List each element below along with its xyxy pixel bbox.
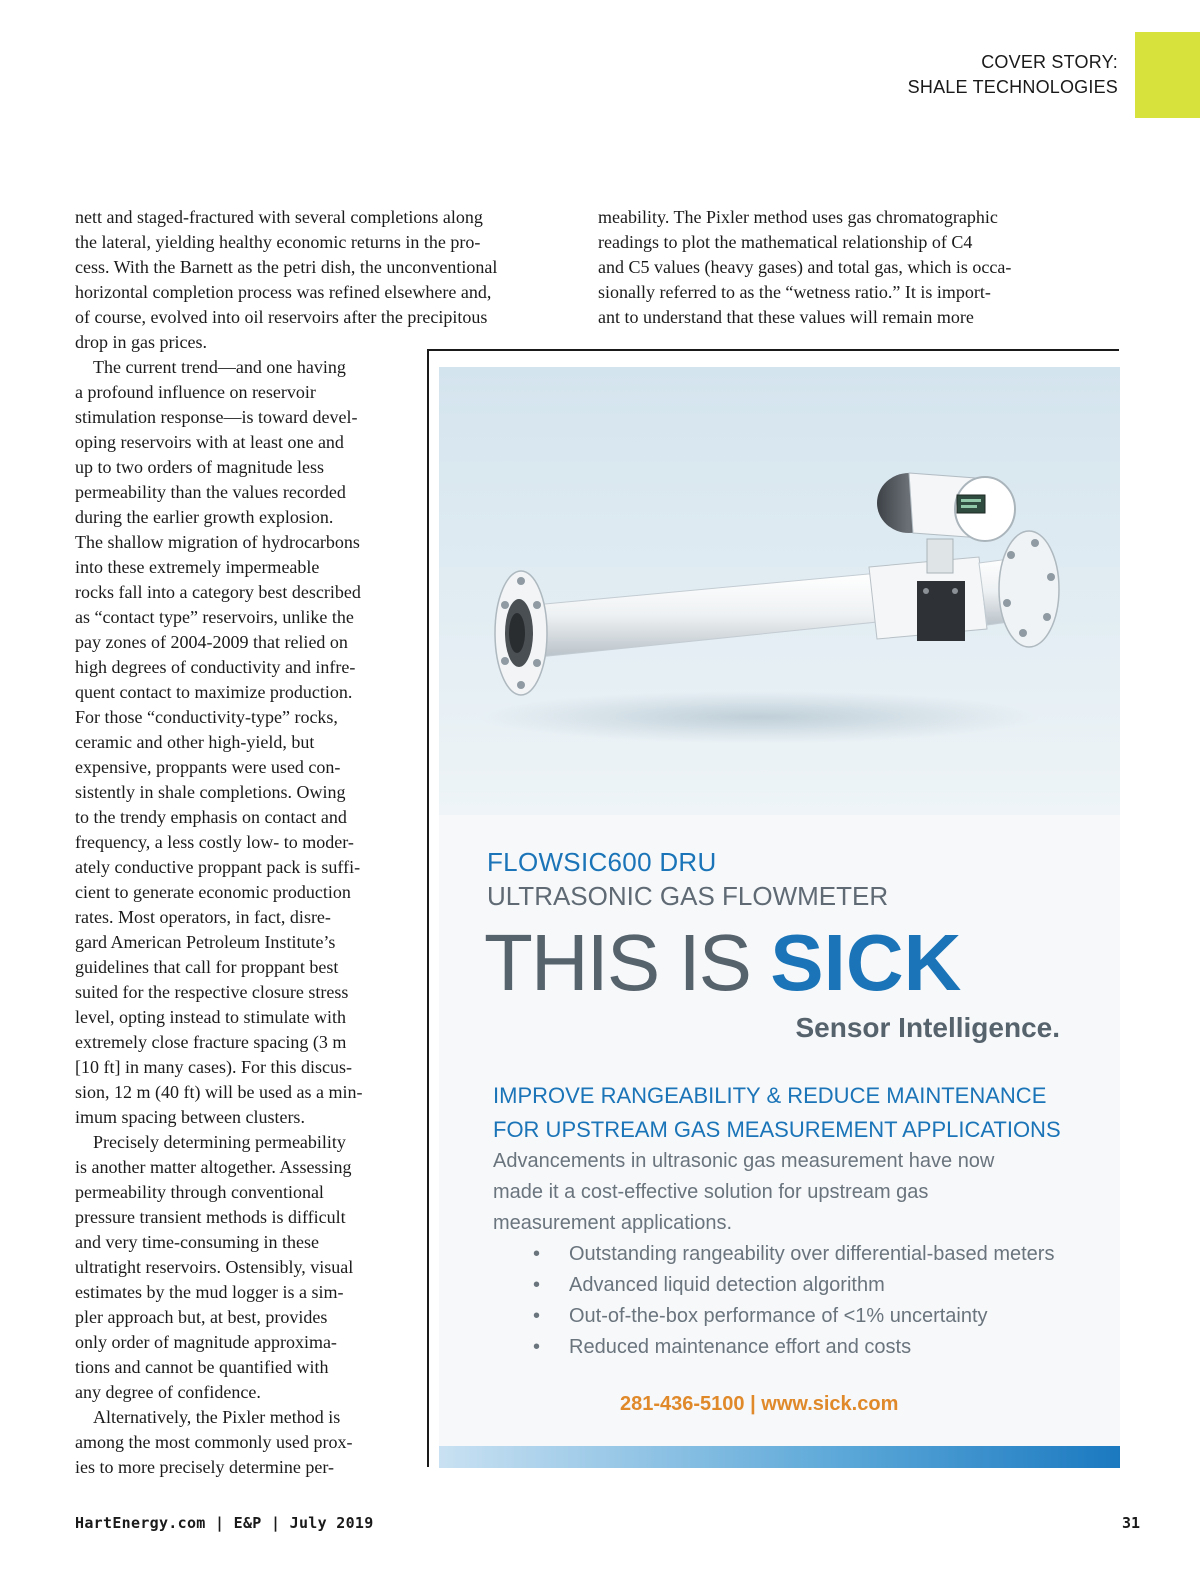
article-column-left-top [75, 205, 575, 355]
text-line: The current trend—and one having [93, 357, 346, 377]
feature-text: Reduced maintenance effort and costs [569, 1336, 912, 1358]
text-line: of course, evolved into oil reservoirs after the precipitous [75, 307, 488, 327]
text-line: sion, 12 m (40 ft) will be used as a min- [75, 1082, 363, 1102]
text-line: ceramic and other high-yield, but [75, 732, 315, 752]
text-line: the lateral, yielding healthy economic returns in the pro- [75, 232, 481, 252]
text-line: and C5 values (heavy gases) and total gas, which is occa- [598, 257, 1012, 277]
text-line: rocks fall into a category best described [75, 582, 361, 602]
ad-frame-top-rule [427, 349, 1119, 351]
article-column-right-top [598, 205, 1098, 330]
text-line: pler approach but, at best, provides [75, 1307, 328, 1327]
text-line: cient to generate economic production [75, 882, 351, 902]
page-number: 31 [1121, 1514, 1140, 1532]
text-line: into these extremely impermeable [75, 557, 320, 577]
slogan-prefix: THIS IS [484, 918, 771, 1007]
text-line: during the earlier growth explosion. [75, 507, 334, 527]
article-column-left-narrow [75, 355, 415, 1480]
text-line: nett and staged-fractured with several completions along [75, 207, 483, 227]
text-line: quent contact to maximize production. [75, 682, 353, 702]
brand-slogan [484, 915, 961, 1011]
text-line: is another matter altogether. Assessing [75, 1157, 352, 1177]
text-line: Alternatively, the Pixler method is [93, 1407, 341, 1427]
ad-intro-line: measurement applications. [493, 1212, 733, 1234]
feature-item [533, 1301, 1054, 1332]
bullet-icon: • [533, 1305, 541, 1327]
bullet-icon: • [533, 1336, 541, 1358]
feature-item [533, 1270, 1054, 1301]
text-line: sionally referred to as the “wetness ratio.” It is import- [598, 282, 991, 302]
text-line: any degree of confidence. [75, 1382, 261, 1402]
product-photo [439, 367, 1120, 815]
section-label-line1: COVER STORY: [981, 52, 1118, 72]
section-label-line2: SHALE TECHNOLOGIES [907, 77, 1118, 97]
product-type: ULTRASONIC GAS FLOWMETER [487, 881, 889, 911]
text-line: For those “conductivity-type” rocks, [75, 707, 338, 727]
footer-publication: HartEnergy.com | E&P | July 2019 [75, 1514, 374, 1532]
text-line: to the trendy emphasis on contact and [75, 807, 347, 827]
ad-intro-line: Advancements in ultrasonic gas measurement have now [493, 1150, 995, 1172]
text-line: pay zones of 2004-2009 that relied on [75, 632, 348, 652]
text-line: imum spacing between clusters. [75, 1107, 305, 1127]
text-line: stimulation response—is toward devel- [75, 407, 358, 427]
text-line: ant to understand that these values will remain more [598, 307, 974, 327]
text-line: high degrees of conductivity and infre- [75, 657, 356, 677]
ad-contact-link[interactable]: 281-436-5100 | www.sick.com [620, 1393, 899, 1415]
text-line: rates. Most operators, in fact, disre- [75, 907, 331, 927]
section-label [908, 50, 1118, 100]
text-line: drop in gas prices. [75, 332, 207, 352]
text-line: readings to plot the mathematical relationship of C4 [598, 232, 973, 252]
text-line: permeability through conventional [75, 1182, 324, 1202]
ad-headline-line1: IMPROVE RANGEABILITY & REDUCE MAINTENANCE [493, 1083, 1047, 1108]
text-line: guidelines that call for proppant best [75, 957, 339, 977]
ad-intro [493, 1146, 994, 1239]
advertisement[interactable] [439, 367, 1120, 1468]
text-line: oping reservoirs with at least one and [75, 432, 344, 452]
text-line: suited for the respective closure stress [75, 982, 349, 1002]
text-line: estimates by the mud logger is a sim- [75, 1282, 344, 1302]
ad-frame-left-rule [427, 349, 429, 1467]
bullet-icon: • [533, 1243, 541, 1265]
feature-item [533, 1239, 1054, 1270]
section-color-tab [1135, 32, 1200, 118]
text-line: level, opting instead to stimulate with [75, 1007, 346, 1027]
text-line: [10 ft] in many cases). For this discus- [75, 1057, 352, 1077]
text-line: tions and cannot be quantified with [75, 1357, 329, 1377]
ad-headline-line2: FOR UPSTREAM GAS MEASUREMENT APPLICATIONS [493, 1117, 1061, 1142]
text-line: among the most commonly used prox- [75, 1432, 353, 1452]
text-line: cess. With the Barnett as the petri dish, the unconventional [75, 257, 498, 277]
text-line: a profound influence on reservoir [75, 382, 316, 402]
feature-text: Advanced liquid detection algorithm [569, 1274, 885, 1296]
text-line: meability. The Pixler method uses gas chromatographic [598, 207, 998, 227]
brand-tagline: Sensor Intelligence. [795, 1012, 1060, 1043]
text-line: gard American Petroleum Institute’s [75, 932, 336, 952]
feature-text: Out-of-the-box performance of <1% uncertainty [569, 1305, 988, 1327]
text-line: ultratight reservoirs. Ostensibly, visual [75, 1257, 354, 1277]
product-name: FLOWSIC600 DRU [487, 847, 717, 877]
text-line: permeability than the values recorded [75, 482, 346, 502]
feature-text: Outstanding rangeability over differential-based meters [569, 1243, 1055, 1265]
ad-intro-line: made it a cost-effective solution for upstream gas [493, 1181, 929, 1203]
text-line: and very time-consuming in these [75, 1232, 319, 1252]
text-line: frequency, a less costly low- to moder- [75, 832, 354, 852]
ad-copy [439, 815, 1120, 1450]
ad-bottom-stripe [439, 1446, 1120, 1468]
text-line: Precisely determining permeability [93, 1132, 346, 1152]
text-line: only order of magnitude approxima- [75, 1332, 337, 1352]
text-line: ies to more precisely determine per- [75, 1457, 335, 1477]
brand-logo-text: SICK [770, 918, 962, 1007]
text-line: sistently in shale completions. Owing [75, 782, 346, 802]
feature-item [533, 1332, 1054, 1363]
text-line: extremely close fracture spacing (3 m [75, 1032, 347, 1052]
feature-list [533, 1239, 1054, 1363]
text-line: pressure transient methods is difficult [75, 1207, 346, 1227]
text-line: as “contact type” reservoirs, unlike the [75, 607, 354, 627]
text-line: expensive, proppants were used con- [75, 757, 341, 777]
flowmeter-illustration [439, 367, 1120, 815]
text-line: up to two orders of magnitude less [75, 457, 324, 477]
text-line: The shallow migration of hydrocarbons [75, 532, 360, 552]
text-line: ately conductive proppant pack is suffi- [75, 857, 361, 877]
text-line: horizontal completion process was refined elsewhere and, [75, 282, 492, 302]
ad-headline [493, 1079, 1061, 1147]
bullet-icon: • [533, 1274, 541, 1296]
